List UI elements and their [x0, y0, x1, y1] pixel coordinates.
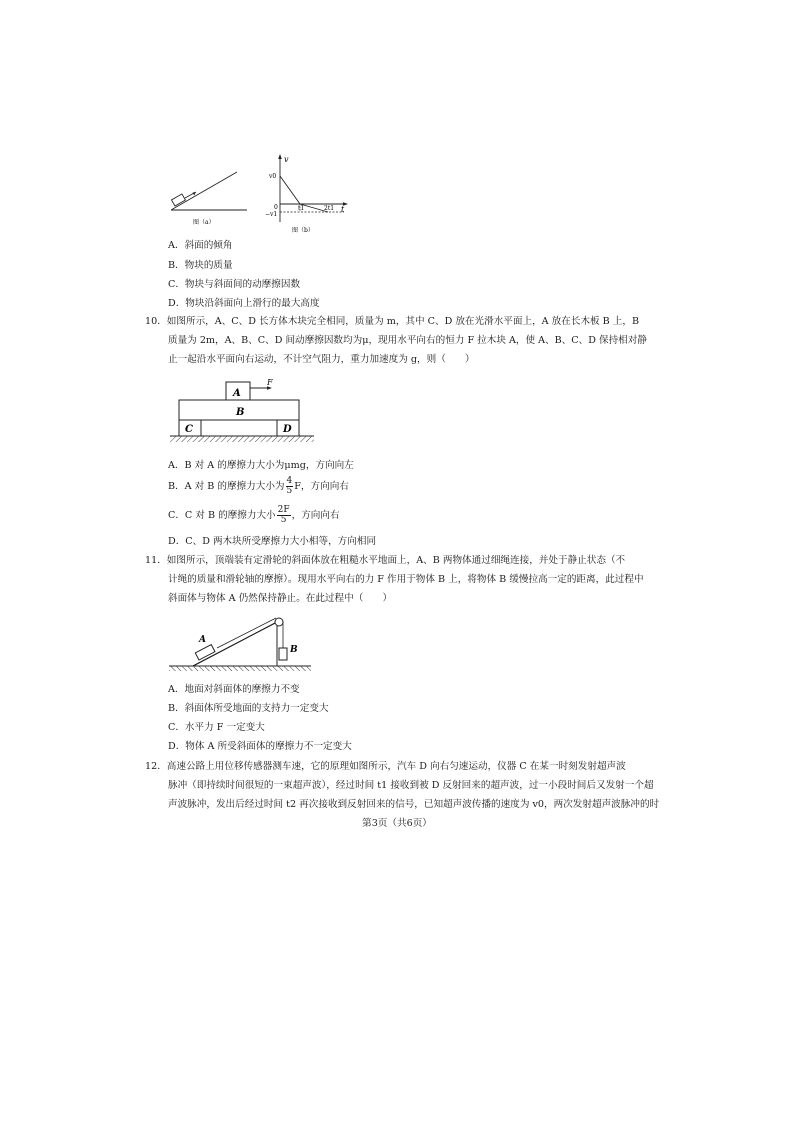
fraction-denominator: 5: [286, 486, 293, 496]
q10-option-b: [168, 476, 349, 498]
fig9a-caption: 图（a）: [193, 219, 215, 226]
fig9b-caption: 图（b）: [292, 227, 314, 234]
figure-11: [165, 610, 315, 676]
q10-option-b-tail: F，方向向右: [294, 481, 349, 492]
block: [172, 194, 186, 206]
q9-option-b: B．物块的质量: [168, 260, 233, 271]
q11-stem-line1: 11．如图所示，顶端装有定滑轮的斜面体放在粗糙水平地面上，A、B 两物体通过细绳连接，并处于静止状态（不: [145, 555, 626, 566]
fraction-numerator: 4: [286, 476, 293, 486]
incline-surface: [171, 172, 237, 210]
fraction-4-5: [286, 477, 294, 496]
force-f-label: F: [267, 378, 273, 387]
q10-stem-line3: 止一起沿水平面向右运动，不计空气阻力，重力加速度为 g，则（ ）: [168, 354, 475, 365]
fraction-numerator: 2F: [277, 505, 290, 515]
q10-option-c-tail: ，方向向右: [291, 510, 340, 521]
q11-stem-line2: 计绳的质量和滑轮轴的摩擦）。现用水平向右的力 F 作用于物体 B 上，将物体 B 缓慢拉高一定的距离，此过程中: [168, 574, 644, 585]
fraction-denominator: 5: [280, 515, 287, 525]
neg-v1-label: −v1: [265, 211, 278, 218]
q11-option-c: C．水平力 F 一定变大: [168, 722, 265, 733]
block-a-label: A: [199, 635, 206, 645]
figure-9b: [262, 152, 358, 238]
q11-option-d: D．物体 A 所受斜面体的摩擦力不一定变大: [168, 741, 352, 752]
zero-label: 0: [274, 204, 278, 211]
q10-option-b-text: B．A 对 B 的摩擦力大小为: [168, 481, 285, 492]
block-d-label: D: [283, 424, 292, 435]
figure-9a: [165, 168, 255, 230]
q9-option-c: C．物块与斜面间的动摩擦因数: [168, 279, 301, 290]
fraction-2f-5: [277, 506, 291, 525]
q10-option-a: A．B 对 A 的摩擦力大小为μmg，方向向左: [168, 460, 354, 471]
block-c-label: C: [185, 424, 193, 435]
block-b-hanging: [279, 648, 287, 660]
v-axis-label: v: [284, 155, 289, 164]
t1-label: t1: [298, 205, 305, 212]
v0-label: v0: [269, 173, 277, 180]
q12-stem-line3: 声波脉冲，发出后经过时间 t2 再次接收到反射回来的信号，已知超声波传播的速度为 v0，两次发射超声波脉冲的时: [168, 799, 660, 810]
board-b-label: B: [236, 407, 245, 418]
q11-stem-line3: 斜面体与物体 A 仍然保持静止。在此过程中（ ）: [168, 593, 393, 604]
ground-hatch: [170, 436, 314, 442]
q10-stem-line1: 10．如图所示，A、C、D 长方体木块完全相同，质量为 m，其中 C、D 放在光滑水平面上，A 放在长木板 B 上，B: [145, 316, 640, 327]
t-axis-label: t: [341, 205, 345, 214]
q10-option-c: [168, 505, 340, 527]
q9-option-a: A．斜面的倾角: [168, 240, 233, 251]
q10-option-d: D．C、D 两木块所受摩擦力大小相等，方向相同: [168, 536, 377, 547]
ground-hatch: [169, 666, 311, 671]
q10-option-c-text: C．C 对 B 的摩擦力大小: [168, 510, 276, 521]
q12-stem-line1: 12．高速公路上用位移传感器测车速，它的原理如图所示，汽车 D 向右匀速运动，仪器 C 在某一时刻发射超声波: [145, 761, 626, 772]
q12-stem-line2: 脉冲（即持续时间很短的一束超声波），经过时间 t1 接收到被 D 反射回来的超声波，过一小段时间后又发射一个超: [168, 780, 654, 791]
q10-stem-line2: 质量为 2m，A、B、C、D 间动摩擦因数均为μ，现用水平向右的恒力 F 拉木块 A，使 A、B、C、D 保持相对静: [168, 335, 647, 346]
block-b-label: B: [290, 645, 298, 655]
v-axis-arrow: [278, 154, 282, 159]
q11-option-b: B．斜面体所受地面的支持力一定变大: [168, 703, 329, 714]
2t1-label: 2t1: [324, 205, 335, 212]
block-a-label: A: [233, 388, 241, 399]
v-t-decel-line: [280, 176, 300, 204]
page-footer: 第3页（共6页）: [362, 818, 432, 829]
pulley: [275, 618, 283, 626]
q11-option-a: A．地面对斜面体的摩擦力不变: [168, 684, 300, 695]
figure-10: [168, 376, 318, 454]
q9-option-d: D．物块沿斜面向上滑行的最大高度: [168, 298, 320, 309]
